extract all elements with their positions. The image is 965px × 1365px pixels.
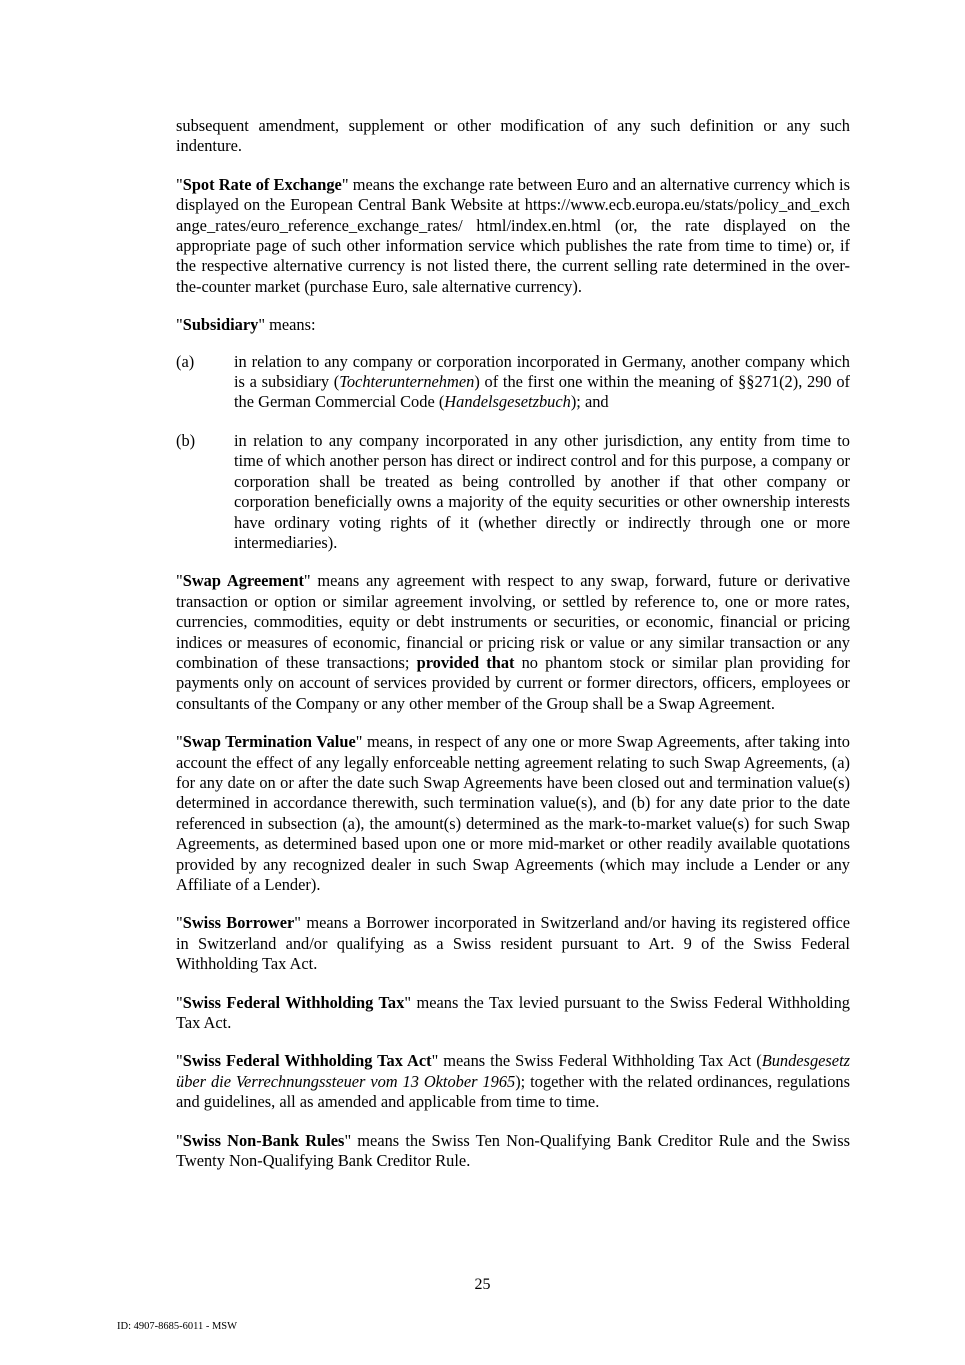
document-body [176, 116, 850, 1189]
page-number: 25 [474, 1276, 491, 1293]
document-id: ID: 4907-8685-6011 - MSW [117, 1321, 238, 1332]
defined-term: Swiss Federal Withholding Tax Act [182, 1051, 432, 1071]
defined-term: Swiss Non-Bank Rules [182, 1130, 345, 1150]
definition-swiss-borrower: "Swiss Borrower" means a Borrower incorporated in Switzerland and/or having its registered office in Switzerland and/or qualifying as a Swiss resident pursuant to Art. 9 of the Swiss Federal Withholding Tax Act. [176, 913, 851, 974]
intro-paragraph [176, 116, 850, 157]
defined-term: Swiss Federal Withholding Tax [182, 992, 405, 1012]
subsidiary-item-a: (a) in relation to any company or corporation incorporated in Germany, another company which is a subsidiary (Tochterunternehmen) of the first one within the meaning of §§271(2), 290 of the German Commercial Code (Handelsgesetzbuch); and [176, 351, 850, 412]
defined-term: Swiss Borrower [182, 913, 295, 933]
defined-term: Spot Rate of Exchange [182, 174, 342, 194]
defined-term: Swap Termination Value [182, 732, 356, 752]
definition-swap-agreement: "Swap Agreement" means any agreement with respect to any swap, forward, future or derivative transaction or option or similar agreement involving, or settled by reference to, one or more rates, currencies, commodities, equity or debt instruments or securities, or economic, financial or pricing indices or measures of economic, financial or pricing risk or value or any similar transaction or any combination of these transactions; provided that no phantom stock or similar plan providing for payments only on account of services provided by current or former directors, officers, employees or consultants of the Company or any other member of the Group shall be a Swap Agreement. [176, 571, 850, 713]
defined-term: Swap Agreement [182, 571, 304, 591]
ecb-website-url: https://www.ecb.europa.eu/stats/policy_and_exchange_rates/euro_reference_exchange_rates/ html/index.en.html [176, 195, 850, 235]
definition-subsidiary: "Subsidiary" means: [176, 315, 316, 335]
intro-text: subsequent amendment, supplement or other modification of any such definition or any such indenture. [176, 116, 850, 156]
definition-swiss-federal-withholding-tax: "Swiss Federal Withholding Tax" means the Tax levied pursuant to the Swiss Federal Withholding Tax Act. [176, 992, 851, 1033]
definition-swiss-federal-withholding-tax-act: "Swiss Federal Withholding Tax Act" means the Swiss Federal Withholding Tax Act (Bundesgesetz über die Verrechnungssteuer vom 13 Oktober 1965); together with the related ordinances, regulations and guidelines, all as amended and applicable from time to time. [176, 1051, 850, 1112]
list-marker: (b) [176, 430, 196, 450]
definition-swiss-non-bank-rules: "Swiss Non-Bank Rules" means the Swiss Ten Non-Qualifying Bank Creditor Rule and the Swiss Twenty Non-Qualifying Bank Creditor Rule. [176, 1130, 850, 1171]
subsidiary-item-b: (b) in relation to any company incorporated in any other jurisdiction, any entity from time to time of which another person has direct or indirect control and for this purpose, a company or corporation shall be treated as being controlled by another if that other company or corporation beneficially owns a majority of the equity securities or other ownership interests have ordinary voting rights of it (whether directly or indirectly through one or more intermediaries). [176, 430, 850, 552]
defined-term: Subsidiary [182, 315, 259, 335]
list-marker: (a) [176, 351, 195, 371]
definition-swap-termination-value: "Swap Termination Value" means, in respect of any one or more Swap Agreements, after taking into account the effect of any legally enforceable netting agreement relating to such Swap Agreements, (a) for any date on or after the date such Swap Agreements have been closed out and termination value(s) determined in accordance therewith, such termination value(s), and (b) for any date prior to the date referenced in subsection (a), the amount(s) determined as the mark-to-market value(s) for such Swap Agreements, as determined based upon one or more mid-market or other readily available quotations provided by any recognized dealer in such Swap Agreements (which may include a Lender or any Affiliate of a Lender). [176, 732, 850, 894]
definition-spot-rate-of-exchange: "Spot Rate of Exchange" means the exchange rate between Euro and an alternative currency which is displayed on the European Central Bank Website at https://www.ecb.europa.eu/stats/policy_and_exchange_rates/euro_reference_exchange_rates/ html/index.en.html (or, the rate displayed on the appropriate page of such other information service which publishes the rate from time to time) or, if the respective alternative currency is not listed there, the current selling rate determined in the over-the-counter market (purchase Euro, sale alternative currency). [176, 174, 850, 296]
